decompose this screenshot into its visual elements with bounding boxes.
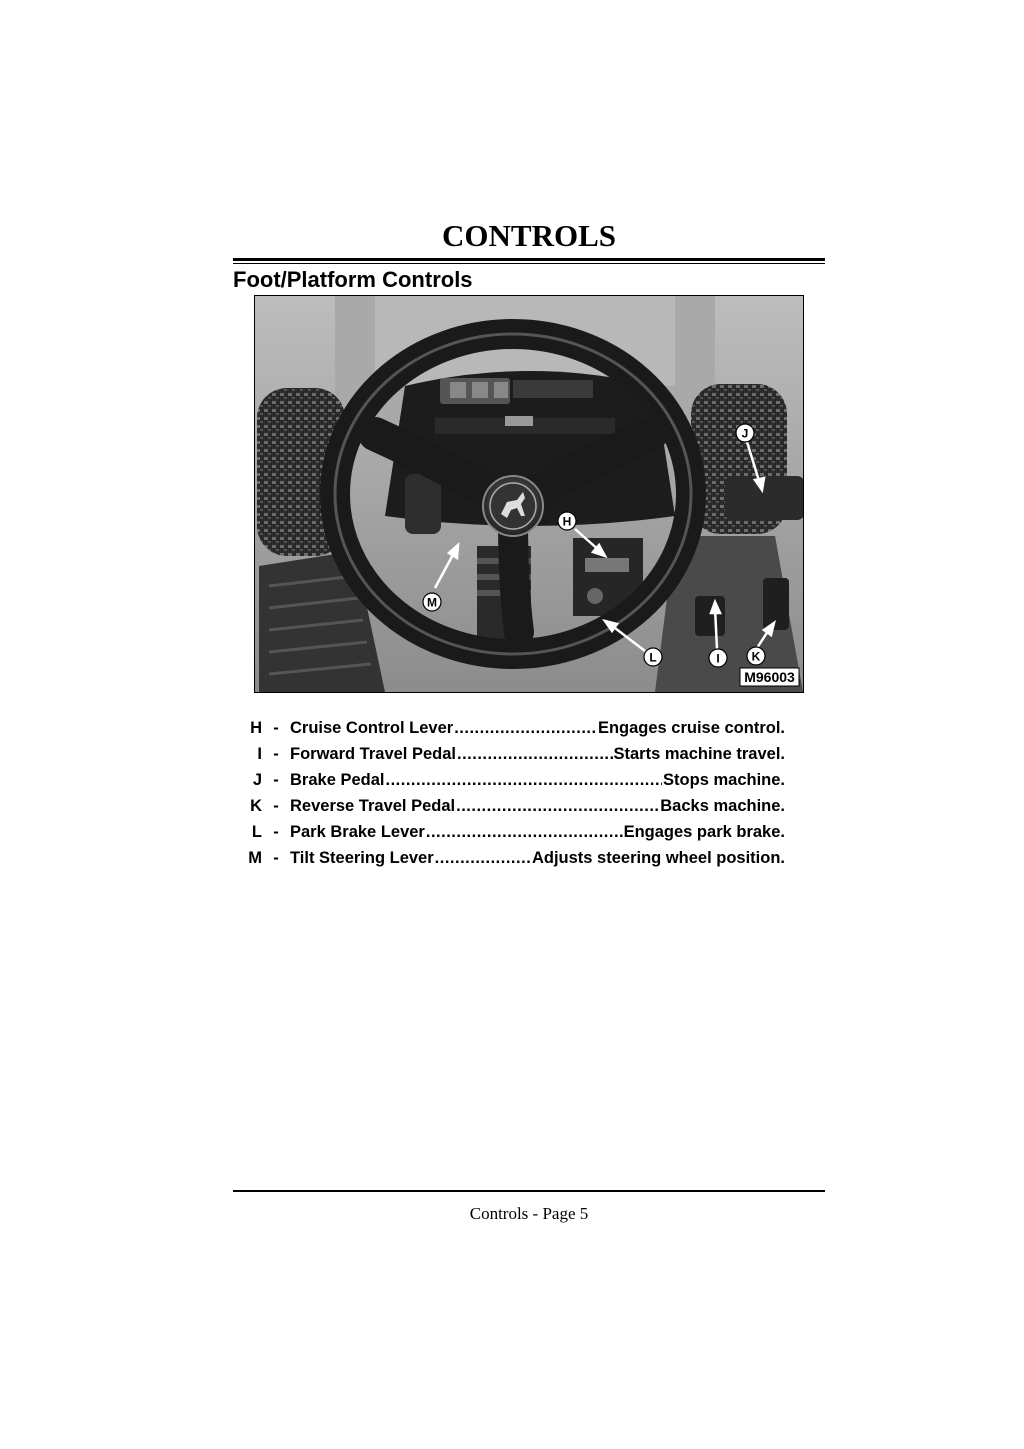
controls-legend: [240, 715, 785, 871]
legend-leader-dots: [454, 715, 597, 741]
legend-description: Starts machine travel.: [613, 745, 785, 763]
section-heading: Foot/Platform Controls: [233, 267, 473, 292]
legend-control-name: Brake Pedal: [290, 771, 385, 789]
legend-leader-dots: [435, 845, 531, 871]
figure-id: M96003: [744, 669, 795, 685]
callout-k-label: K: [751, 649, 761, 664]
callout-l-label: L: [649, 650, 657, 665]
legend-letter: J: [252, 771, 262, 789]
legend-row: [240, 793, 785, 819]
legend-letter: H: [250, 719, 262, 737]
legend-control-name: Tilt Steering Lever: [290, 849, 434, 867]
tilt-lever-shape: [405, 474, 441, 534]
legend-row: [240, 715, 785, 741]
callout-j-label: J: [741, 426, 749, 441]
forward-pedal-shape: [695, 596, 725, 636]
callout-m-label: M: [427, 595, 437, 610]
legend-row: [240, 767, 785, 793]
legend-description: Stops machine.: [663, 771, 785, 789]
legend-dash: -: [273, 771, 279, 789]
legend-control-name: Cruise Control Lever: [290, 719, 454, 737]
legend-description: Adjusts steering wheel position.: [531, 849, 785, 867]
legend-leader-dots: [426, 819, 623, 845]
title-rule-thin: [233, 263, 825, 264]
legend-dash: -: [273, 823, 279, 841]
page-footer: Controls - Page 5: [469, 1204, 589, 1223]
legend-dash: -: [273, 849, 279, 867]
legend-row: [240, 819, 785, 845]
legend-control-name: Forward Travel Pedal: [290, 745, 456, 763]
legend-letter: K: [250, 797, 262, 815]
legend-row: [240, 741, 785, 767]
legend-letter: M: [248, 849, 262, 867]
legend-row: [240, 845, 785, 871]
legend-dash: -: [273, 797, 279, 815]
legend-description: Engages park brake.: [623, 823, 785, 841]
steering-wheel-photo: [254, 295, 804, 693]
legend-description: Engages cruise control.: [597, 719, 785, 737]
page-title: CONTROLS: [442, 218, 616, 253]
callout-h-label: H: [562, 514, 572, 529]
legend-control-name: Park Brake Lever: [290, 823, 425, 841]
title-rule-thick: [233, 258, 825, 261]
legend-leader-dots: [456, 793, 659, 819]
legend-leader-dots: [457, 741, 613, 767]
reverse-pedal-shape: [763, 578, 789, 630]
legend-letter: I: [257, 745, 262, 763]
legend-letter: L: [251, 823, 262, 841]
legend-control-name: Reverse Travel Pedal: [290, 797, 456, 815]
legend-dash: -: [273, 745, 279, 763]
footer-rule: [233, 1190, 825, 1192]
callout-i-label: I: [716, 651, 720, 666]
legend-description: Backs machine.: [660, 797, 785, 815]
legend-dash: -: [273, 719, 279, 737]
legend-leader-dots: [385, 767, 662, 793]
